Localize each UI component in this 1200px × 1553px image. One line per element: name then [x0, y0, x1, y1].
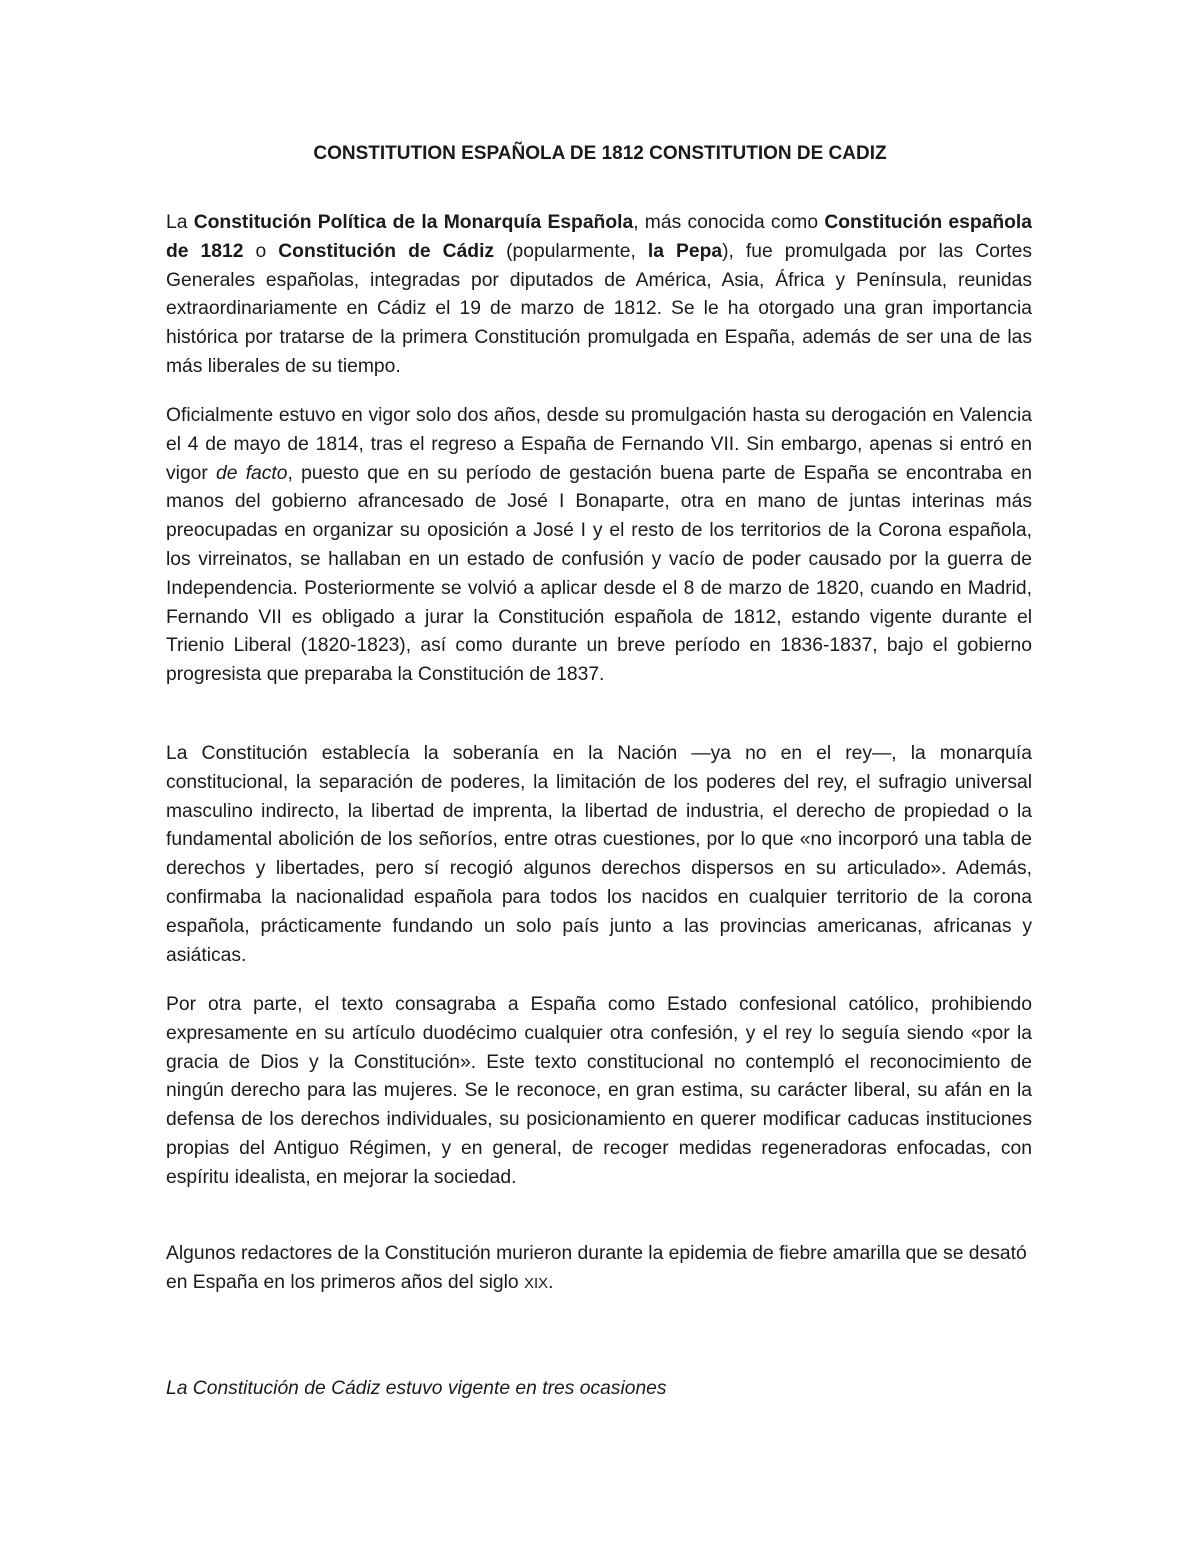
text-span: o: [243, 240, 279, 262]
bold-term: Constitución española de 1812: [166, 212, 1033, 262]
bold-term: Constitución de Cádiz: [278, 240, 495, 262]
text-span: Oficialmente estuvo en vigor solo dos años, desde su promulgación hasta su derogación en Valencia el 4 de mayo de 1814, tras el regreso a España de Fernando VII. Sin embargo, apenas si entró en vigor: [166, 405, 1032, 484]
paragraph-introduction: [166, 209, 1032, 382]
text-span: .: [548, 1271, 554, 1293]
text-span: ), fue promulgada por las Cortes Generales españolas, integradas por diputados de América, Asia, África y Península, reunidas extraordinariamente en Cádiz el 19 de marzo de 1812. Se le ha otorgado una gran importancia histórica por tratarse de la primera Constitución promulgada en España, además de ser una de las más liberales de su tiempo.: [166, 240, 1033, 377]
text-span: La: [166, 212, 194, 233]
text-span: , más conocida como: [633, 212, 825, 233]
paragraph-vigencia: [166, 402, 1032, 690]
century-numeral: XIX: [523, 1274, 549, 1292]
bold-term: la Pepa: [647, 240, 723, 262]
paragraph-confesional: Por otra parte, el texto consagraba a España como Estado confesional católico, prohibiendo expresamente en su artículo duodécimo cualquier otra confesión, y el rey lo seguía siendo «por la gracia de Dios y la Constitución». Este texto constitucional no contempló el reconocimiento de ningún derecho para las mujeres. Se le reconoce, en gran estima, su carácter liberal, su afán en la defensa de los derechos individuales, su posicionamiento en querer modificar caducas instituciones propias del Antiguo Régimen, y en general, de recoger medidas regeneradoras enfocadas, con espíritu idealista, en mejorar la sociedad.: [166, 994, 1032, 1188]
italic-term: de facto: [216, 462, 288, 484]
paragraph-soberania: La Constitución establecía la soberanía en la Nación —ya no en el rey—, la monarquía constitucional, la separación de poderes, la limitación de los poderes del rey, el sufragio universal masculino indirecto, la libertad de imprenta, la libertad de industria, el derecho de propiedad o la fundamental abolición de los señoríos, entre otras cuestiones, por lo que «no incorporó una tabla de derechos y libertades, pero sí recogió algunos derechos dispersos en su articulado». Además, confirmaba la nacionalidad española para todos los nacidos en cualquier territorio de la corona española, prácticamente fundando un solo país junto a las provincias americanas, africanas y asiáticas.: [166, 743, 1032, 966]
bold-term: Constitución Política de la Monarquía Española: [193, 212, 634, 233]
text-span: Algunos redactores de la Constitución murieron durante la epidemia de fiebre amarilla que se desató en España en los primeros años del siglo: [166, 1243, 1027, 1293]
paragraph-redactores: [166, 1240, 1032, 1299]
closing-italic-line: La Constitución de Cádiz estuvo vigente en tres ocasiones: [166, 1378, 667, 1399]
text-span: (popularmente,: [494, 240, 648, 262]
text-span: , puesto que en su período de gestación buena parte de España se encontraba en manos del gobierno afrancesado de José I Bonaparte, otra en mano de juntas interinas más preocupadas en organizar su oposición a José I y el resto de los territorios de la Corona española, los virreinatos, se hallaban en un estado de confusión y vacío de poder causado por la guerra de Independencia. Posteriormente se volvió a aplicar desde el 8 de marzo de 1820, cuando en Madrid, Fernando VII es obligado a jurar la Constitución española de 1812, estando vigente durante el Trienio Liberal (1820-1823), así como durante un breve período en 1836-1837, bajo el gobierno progresista que preparaba la Constitución de 1837.: [166, 462, 1032, 686]
document-title: CONSTITUTION ESPAÑOLA DE 1812 CONSTITUTION DE CADIZ: [313, 143, 887, 164]
